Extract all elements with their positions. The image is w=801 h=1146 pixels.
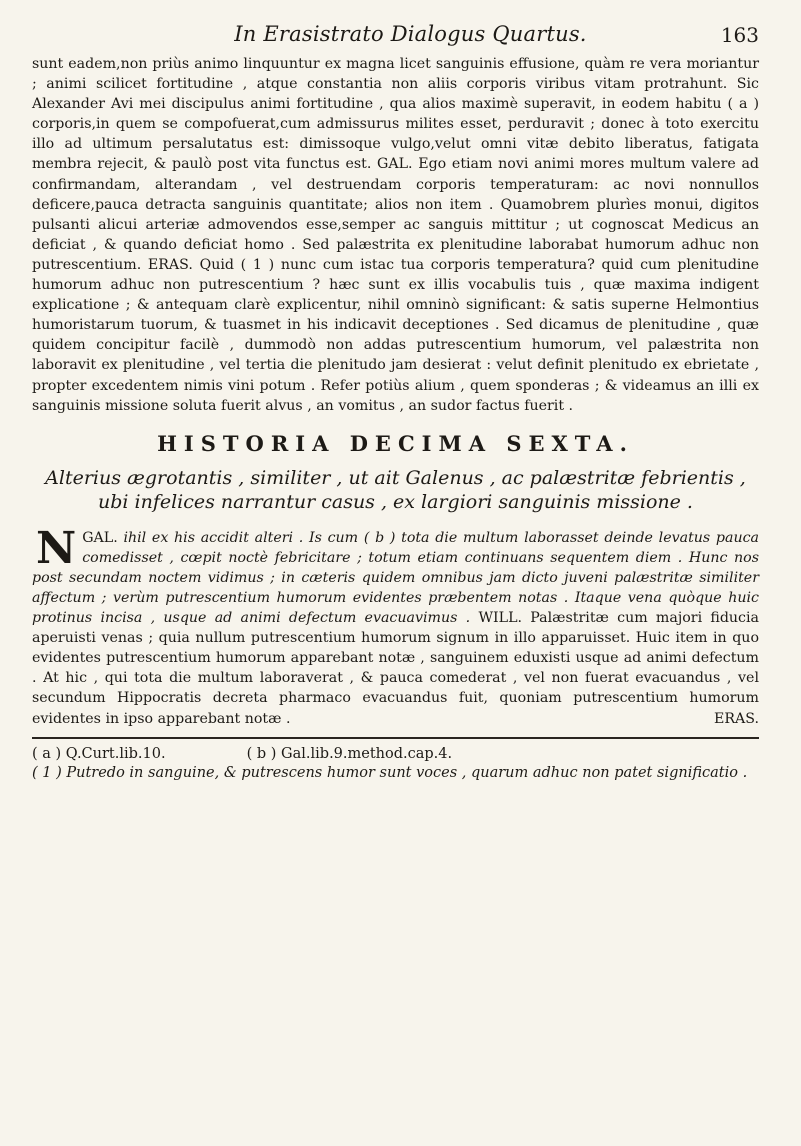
section-summary: Alterius ægrotantis , similiter , ut ait Galenus , ac palæstritæ febrientis , ubi infelices narrantur casus , ex largiori sanguinis missione . bbox=[45, 466, 746, 513]
speaker-label: GAL. bbox=[82, 529, 118, 546]
footnote-1: ( 1 ) Putredo in sanguine, & putrescens humor sunt voces , quarum adhuc non patet significatio . bbox=[32, 764, 748, 781]
footnotes bbox=[32, 745, 759, 783]
drop-cap: N bbox=[36, 522, 77, 574]
body-paragraph: sunt eadem,non priùs animo linquuntur ex magna licet sanguinis effusione, quàm re vera moriantur ; animi scilicet fortitudine , atque constantia non aliis corporis viribus vitam protrahunt. Sic Alexander Avi mei discipulus animi fortitudine , qua alios maximè superavit, in eodem habitu ( a ) corporis,in quem se compofuerat,cum admissurus milites esset, perduravit ; donec à toto exercitu illo ad ultimum persalutatus est: dimissoque vulgo,velut omni vitæ debito liberatus, fatigata membra rejecit, & paulò post vita functus est. GAL. Ego etiam novi animi mores multum valere ad confirmandam, alterandam , vel destruendam corporis temperaturam: ac novi nonnullos deficere,pauca detracta sanguinis quantitate; alios non item . Quamobrem plurìes monui, digitos pulsanti alicui arteriæ admovendos esse,semper ac sanguis mittitur ; ut cognoscat Medicus an deficiat , & quando deficiat homo . Sed palæstrita ex plenitudine laborabat humorum adhuc non putrescentium. ERAS. Quid ( 1 ) nunc cum istac tua corporis temperatura? quid cum plenitudine humorum adhuc non putrescentium ? hæc sunt ex illis vocabulis tuis , quæ maxima indigent explicatione ; & antequam clarè explicentur, nihil omninò significant: & satis superne Helmontius humoristarum tuorum, & tuasmet in his indicavit deceptiones . Sed dicamus de plenitudine , quæ quidem concipitur facilè , dummodò non addas putrescentium humorum, vel palæstrita non laboravit ex plenitudine , vel tertia die plenitudo jam desierat : velut definit plenitudo ex ebrietate , propter excedentem nimis vini potum . Refer potiùs alium , quem sponderas ; & videamus an illi ex sanguinis missione soluta fuerit alvus , an vomitus , an sudor factus fuerit . bbox=[32, 56, 759, 414]
dialogue-italic-text: ihil ex his accidit alteri . Is cum ( b ) tota die multum laborasset deinde levatus pauca comedisset , cœpit noctè febricitare ; totum etiam continuans sequentem diem . Hunc nos post secundam noctem vidimus ; in cæteris quidem omnibus jam dicto juveni palæstritæ similiter affectum ; verùm putrescentium humorum evidentes præbentem notas . Itaque vena quòque huic protinus incisa , usque ad animi defectum evacuavimus . bbox=[32, 529, 759, 627]
section-heading: HISTORIA DECIMA SEXTA. bbox=[157, 430, 634, 456]
running-header bbox=[32, 22, 759, 50]
catchword: ERAS. bbox=[713, 710, 759, 727]
footnote-b: ( b ) Gal.lib.9.method.cap.4. bbox=[246, 745, 453, 762]
dialogue-paragraph bbox=[32, 522, 760, 729]
page-number: 163 bbox=[720, 23, 759, 47]
footnote-row bbox=[32, 745, 759, 764]
dialogue-roman-text: WILL. Palæstritæ cum majori fiducia aperuisti venas ; quia nullum putrescentium humorum signum in illo apparuisset. Huic item in quo evidentes putrescentium humorum apparebant notæ , sanguinem eduxisti usque ad animi defectum . At hic , qui tota die multum laboraverat , & pauca comederat , vel non fuerat evacuandus , vel secundum Hippocratis decreta pharmaco evacuandus fuit, quoniam putrescentium humorum evidentes in ipso apparebant notæ . bbox=[32, 610, 760, 727]
footnote-a: ( a ) Q.Curt.lib.10. bbox=[32, 745, 166, 762]
running-title: In Erasistrato Dialogus Quartus. bbox=[234, 22, 587, 46]
footnote-divider bbox=[32, 737, 759, 739]
